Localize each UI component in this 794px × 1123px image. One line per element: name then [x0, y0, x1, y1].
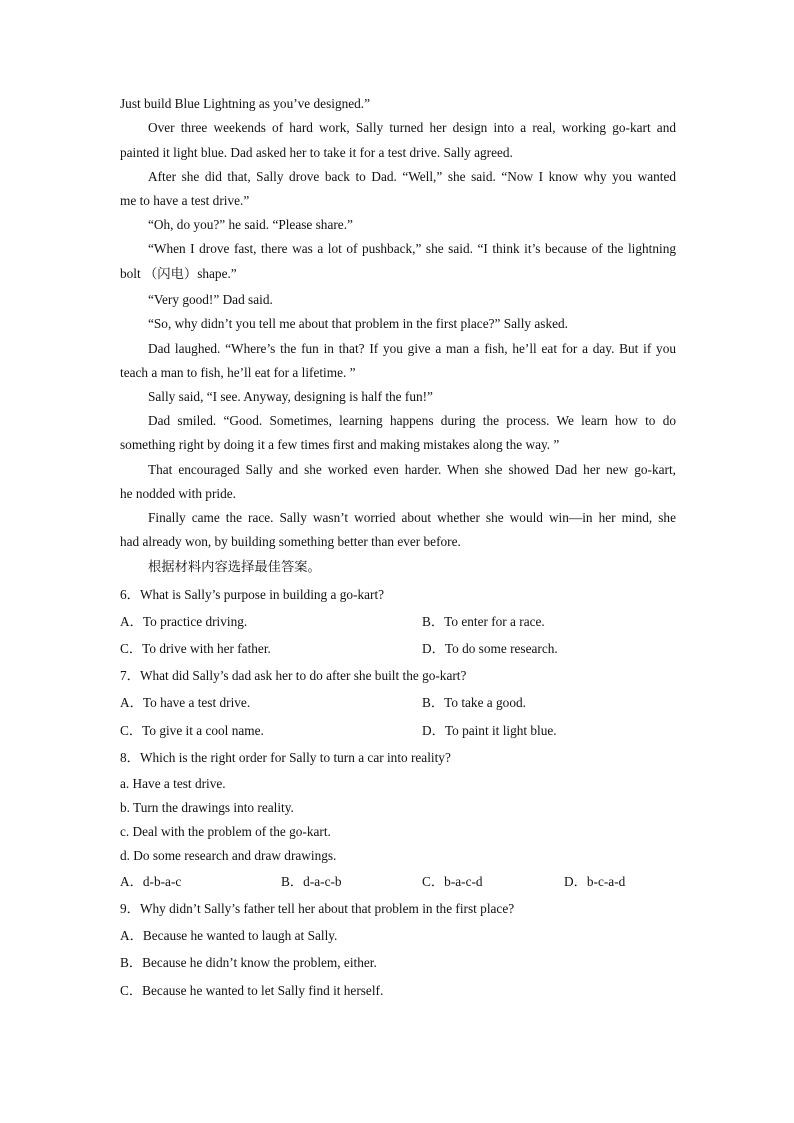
question-8-item: c. Deal with the problem of the go-kart.: [120, 824, 331, 839]
question-9-stem: 9．Why didn’t Sally’s father tell her about that problem in the first place?: [120, 901, 515, 916]
passage-line: teach a man to fish, he’ll eat for a lifetime. ”: [120, 365, 356, 380]
passage-line: After she did that, Sally drove back to Dad. “Well,” she said. “Now I know why you wanted: [148, 169, 676, 184]
passage-line: “When I drove fast, there was a lot of pushback,” she said. “I think it’s because of the lightning: [148, 241, 676, 256]
question-8-stem: 8．Which is the right order for Sally to turn a car into reality?: [120, 750, 451, 765]
question-7-stem: 7．What did Sally’s dad ask her to do after she built the go-kart?: [120, 668, 467, 683]
passage-line: painted it light blue. Dad asked her to take it for a test drive. Sally agreed.: [120, 145, 513, 160]
passage-line: Dad smiled. “Good. Sometimes, learning happens during the process. We learn how to do: [148, 413, 676, 428]
passage-line: “So, why didn’t you tell me about that problem in the first place?” Sally asked.: [148, 316, 568, 331]
passage-line: Finally came the race. Sally wasn’t worried about whether she would win—in her mind, she: [148, 510, 676, 525]
passage-line: Just build Blue Lightning as you’ve designed.”: [120, 96, 371, 111]
passage-line: bolt （闪电）shape.”: [120, 266, 237, 281]
question-8-item: d. Do some research and draw drawings.: [120, 848, 337, 863]
question-9-option-b: B．Because he didn’t know the problem, either.: [120, 955, 377, 970]
passage-line: That encouraged Sally and she worked even harder. When she showed Dad her new go-kart,: [148, 462, 676, 477]
passage-line: something right by doing it a few times first and making mistakes along the way. ”: [120, 437, 560, 452]
question-6-option-c: C．To drive with her father.: [120, 641, 271, 656]
question-6-option-b: B．To enter for a race.: [422, 614, 545, 629]
passage-line: “Oh, do you?” he said. “Please share.”: [148, 217, 353, 232]
question-8-option-c: C．b-a-c-d: [422, 874, 483, 889]
instruction-text: 根据材料内容选择最佳答案。: [148, 559, 321, 574]
passage-line: Over three weekends of hard work, Sally turned her design into a real, working go-kart and: [148, 120, 676, 135]
question-8-option-d: D．b-c-a-d: [564, 874, 626, 889]
question-8-option-b: B．d-a-c-b: [281, 874, 342, 889]
question-6-option-a: A．To practice driving.: [120, 614, 248, 629]
question-6-stem: 6．What is Sally’s purpose in building a go-kart?: [120, 587, 385, 602]
passage-line: had already won, by building something better than ever before.: [120, 534, 461, 549]
question-7-option-b: B．To take a good.: [422, 695, 526, 710]
question-9-option-c: C．Because he wanted to let Sally find it herself.: [120, 983, 384, 998]
passage-line: me to have a test drive.”: [120, 193, 250, 208]
passage-line: Dad laughed. “Where’s the fun in that? If you give a man a fish, he’ll eat for a day. But if you: [148, 341, 676, 356]
question-9-option-a: A．Because he wanted to laugh at Sally.: [120, 928, 338, 943]
question-6-option-d: D．To do some research.: [422, 641, 558, 656]
passage-line: Sally said, “I see. Anyway, designing is half the fun!”: [148, 389, 433, 404]
question-7-option-c: C．To give it a cool name.: [120, 723, 264, 738]
question-8-item: a. Have a test drive.: [120, 776, 226, 791]
question-7-option-d: D．To paint it light blue.: [422, 723, 557, 738]
question-7-option-a: A．To have a test drive.: [120, 695, 251, 710]
question-8-option-a: A．d-b-a-c: [120, 874, 182, 889]
passage-line: “Very good!” Dad said.: [148, 292, 273, 307]
question-8-item: b. Turn the drawings into reality.: [120, 800, 294, 815]
passage-line: he nodded with pride.: [120, 486, 236, 501]
